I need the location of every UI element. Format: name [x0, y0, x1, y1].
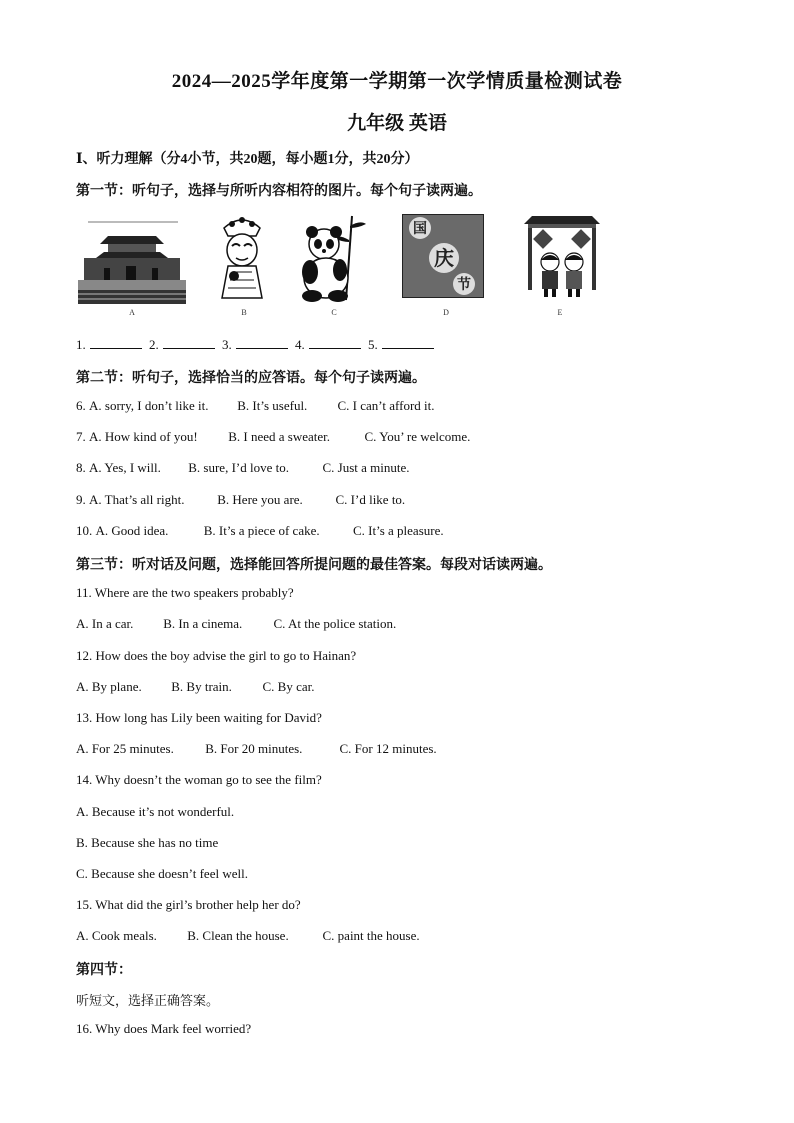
answer-blank-5[interactable]	[382, 338, 434, 349]
option-c[interactable]: C. It’s a pleasure.	[353, 523, 444, 538]
poster-char-2: 庆	[434, 246, 454, 270]
option-a[interactable]: A. Cook meals.	[76, 928, 157, 943]
picture-label-b: B	[241, 308, 247, 317]
question-number: 9.	[76, 492, 86, 507]
option-b[interactable]: B. sure, I’d love to.	[188, 460, 289, 475]
question-15-options	[76, 928, 420, 944]
option-a[interactable]: A. How kind of you!	[89, 429, 198, 444]
option-b[interactable]: B. Clean the house.	[187, 928, 289, 943]
blank-label-1: 1.	[76, 337, 86, 352]
option-a[interactable]: A. By plane.	[76, 679, 142, 694]
answer-blank-1[interactable]	[90, 338, 142, 349]
section4-heading: 第四节：	[76, 963, 132, 978]
option-a[interactable]: A. For 25 minutes.	[76, 741, 174, 756]
section1-heading: 第一节：听句子，选择与所听内容相符的图片。每个句子读两遍。	[76, 184, 482, 199]
answer-blank-3[interactable]	[236, 338, 288, 349]
option-c[interactable]: C. At the police station.	[273, 616, 397, 631]
question-number: 6.	[76, 398, 86, 413]
question-14-option-c[interactable]: C. Because she doesn’t feel well.	[76, 866, 248, 881]
picture-label-a: A	[129, 308, 135, 317]
option-b[interactable]: B. I need a sweater.	[228, 429, 331, 444]
question-12-options	[76, 679, 315, 695]
poster-char-3: 节	[457, 277, 471, 293]
option-a[interactable]: A. Good idea.	[95, 523, 169, 538]
option-c[interactable]: C. Just a minute.	[322, 460, 410, 475]
option-a[interactable]: A. sorry, I don’t like it.	[89, 398, 209, 413]
question-13-options	[76, 741, 437, 757]
answer-blank-4[interactable]	[309, 338, 361, 349]
option-c[interactable]: C. paint the house.	[322, 928, 420, 943]
answer-blanks-row	[76, 337, 438, 353]
option-c[interactable]: C. For 12 minutes.	[339, 741, 437, 756]
section3-heading: 第三节：听对话及问题，选择能回答所提问题的最佳答案。每段对话读两遍。	[76, 558, 552, 573]
option-c[interactable]: C. I can’t afford it.	[337, 398, 435, 413]
chinese-new-year-children-icon	[520, 214, 604, 304]
question-number: 8.	[76, 460, 86, 475]
question-11-text: 11. Where are the two speakers probably?	[76, 585, 294, 600]
poster-char-1: 国	[413, 221, 427, 237]
question-14-option-a[interactable]: A. Because it’s not wonderful.	[76, 804, 235, 819]
picture-label-e: E	[557, 308, 563, 317]
section2-heading: 第二节：听句子，选择恰当的应答语。每个句子读两遍。	[76, 371, 426, 386]
option-c[interactable]: C. You’ re welcome.	[364, 429, 471, 444]
option-b[interactable]: B. For 20 minutes.	[205, 741, 303, 756]
picture-label-d: D	[443, 308, 449, 317]
question-number: 7.	[76, 429, 86, 444]
option-a[interactable]: A. Yes, I will.	[89, 460, 161, 475]
national-day-poster-icon	[402, 214, 484, 304]
question-14-option-b[interactable]: B. Because she has no time	[76, 835, 219, 850]
part1-heading: Ⅰ、听力理解（分4小节，共20题，每小题1分，共20分）	[76, 152, 419, 167]
option-a[interactable]: A. That’s all right.	[89, 492, 185, 507]
option-b[interactable]: B. It’s useful.	[237, 398, 308, 413]
question-9	[76, 492, 405, 508]
picture-label-c: C	[331, 308, 337, 317]
question-7	[76, 429, 470, 445]
option-c[interactable]: C. By car.	[262, 679, 315, 694]
question-15-text: 15. What did the girl’s brother help her do?	[76, 897, 301, 912]
option-c[interactable]: C. I’d like to.	[335, 492, 406, 507]
exam-subtitle: 九年级 英语	[347, 113, 447, 134]
panda-bamboo-icon	[294, 214, 370, 304]
question-12-text: 12. How does the boy advise the girl to go to Hainan?	[76, 648, 357, 663]
question-8	[76, 460, 410, 476]
picture-row	[76, 214, 616, 324]
question-number: 10.	[76, 523, 93, 538]
tiananmen-gate-icon	[78, 214, 186, 304]
answer-blank-2[interactable]	[163, 338, 215, 349]
exam-title: 2024—2025学年度第一学期第一次学情质量检测试卷	[171, 71, 623, 92]
peking-opera-mask-icon	[212, 214, 272, 304]
option-b[interactable]: B. It’s a piece of cake.	[203, 523, 320, 538]
section4-instruction: 听短文，选择正确答案。	[76, 993, 220, 1008]
question-6	[76, 398, 435, 414]
blank-label-2: 2.	[149, 337, 159, 352]
question-11-options	[76, 616, 396, 632]
question-16-text: 16. Why does Mark feel worried?	[76, 1021, 252, 1036]
option-b[interactable]: B. By train.	[171, 679, 232, 694]
blank-label-3: 3.	[222, 337, 232, 352]
option-b[interactable]: B. Here you are.	[217, 492, 303, 507]
question-10	[76, 523, 444, 539]
blank-label-5: 5.	[368, 337, 378, 352]
blank-label-4: 4.	[295, 337, 305, 352]
option-a[interactable]: A. In a car.	[76, 616, 134, 631]
option-b[interactable]: B. In a cinema.	[163, 616, 243, 631]
question-14-text: 14. Why doesn’t the woman go to see the film?	[76, 772, 322, 787]
question-13-text: 13. How long has Lily been waiting for David?	[76, 710, 322, 725]
